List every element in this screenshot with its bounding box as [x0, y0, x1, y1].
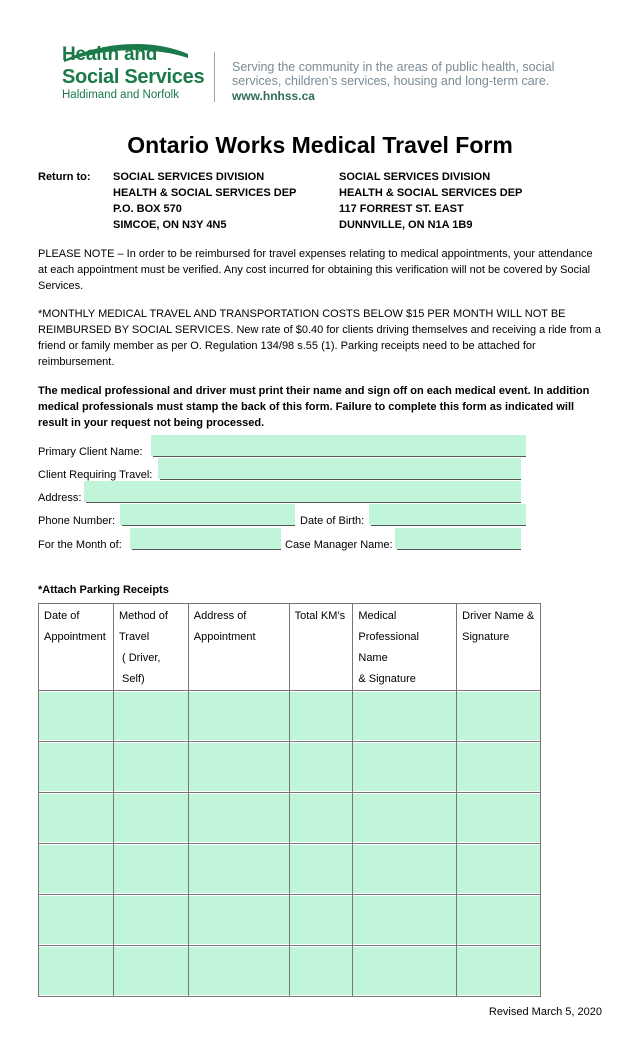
- table-cell-method[interactable]: [113, 793, 188, 844]
- table-row: [39, 742, 541, 793]
- for-the-month-of-label: For the Month of:: [38, 539, 122, 551]
- please-note-paragraph: PLEASE NOTE – In order to be reimbursed for travel expenses relating to medical appointments, your attendance at each appointment must be verified. Any cost incurred for obtaining this verification will not be covered by Social Services.: [38, 248, 593, 292]
- table-cell-medical-professional[interactable]: [353, 895, 457, 946]
- header-website-link[interactable]: www.hnhss.ca: [232, 89, 315, 103]
- logo-text-line2: Social Services: [62, 66, 205, 88]
- address1-line3: P.O. BOX 570: [113, 203, 182, 215]
- table-row: [39, 946, 541, 997]
- client-requiring-travel-field[interactable]: [158, 458, 521, 479]
- address1-line2: HEALTH & SOCIAL SERVICES DEP: [113, 187, 297, 199]
- phone-number-field[interactable]: [120, 504, 295, 525]
- table-cell-date[interactable]: [39, 691, 114, 742]
- date-of-birth-field[interactable]: [369, 504, 526, 525]
- table-cell-address[interactable]: [188, 946, 289, 997]
- return-to-label: Return to:: [38, 171, 91, 183]
- table-cell-method[interactable]: [113, 946, 188, 997]
- table-cell-total-km[interactable]: [289, 844, 353, 895]
- table-cell-address[interactable]: [188, 895, 289, 946]
- table-cell-address[interactable]: [188, 844, 289, 895]
- address2-line4: DUNNVILLE, ON N1A 1B9: [339, 219, 473, 231]
- date-of-birth-label: Date of Birth:: [300, 515, 365, 527]
- table-row: [39, 895, 541, 946]
- column-header-address: Address of Appointment: [188, 604, 289, 691]
- table-cell-driver[interactable]: [457, 742, 541, 793]
- table-row: [39, 793, 541, 844]
- table-cell-date[interactable]: [39, 844, 114, 895]
- table-cell-medical-professional[interactable]: [353, 946, 457, 997]
- table-cell-medical-professional[interactable]: [353, 742, 457, 793]
- table-cell-driver[interactable]: [457, 895, 541, 946]
- phone-number-underline: [122, 525, 295, 526]
- table-cell-address[interactable]: [188, 793, 289, 844]
- table-cell-method[interactable]: [113, 691, 188, 742]
- table-cell-driver[interactable]: [457, 946, 541, 997]
- case-manager-name-label: Case Manager Name:: [285, 539, 393, 551]
- address2-line2: HEALTH & SOCIAL SERVICES DEP: [339, 187, 523, 199]
- table-cell-date[interactable]: [39, 793, 114, 844]
- monthly-note-paragraph: *MONTHLY MEDICAL TRAVEL AND TRANSPORTATION COSTS BELOW $15 PER MONTH WILL NOT BE REIMBURSED BY SOCIAL SERVICES. New rate of $0.40 for clients driving themselves and receiving a ride from a friend or family member as per O. Regulation 134/98 s.55 (1). Parking receipts need to be attached for reimbursement.: [38, 308, 601, 368]
- table-cell-date[interactable]: [39, 946, 114, 997]
- date-of-birth-underline: [371, 525, 526, 526]
- table-cell-medical-professional[interactable]: [353, 793, 457, 844]
- table-cell-total-km[interactable]: [289, 691, 353, 742]
- column-header-medical-professional: Medical Professional Name & Signature: [353, 604, 457, 691]
- page-title: Ontario Works Medical Travel Form: [127, 132, 513, 158]
- column-header-driver: Driver Name & Signature: [457, 604, 541, 691]
- phone-number-label: Phone Number:: [38, 515, 116, 527]
- table-cell-method[interactable]: [113, 895, 188, 946]
- header-tagline: Serving the community in the areas of public health, social services, children’s services, housing and long-term care.: [232, 60, 555, 88]
- column-header-total-km: Total KM’s: [289, 604, 353, 691]
- table-cell-method[interactable]: [113, 742, 188, 793]
- case-manager-name-field[interactable]: [395, 528, 521, 549]
- for-the-month-of-underline: [132, 549, 281, 550]
- address1-line1: SOCIAL SERVICES DIVISION: [113, 171, 265, 183]
- primary-client-name-label: Primary Client Name:: [38, 446, 143, 458]
- table-cell-medical-professional[interactable]: [353, 844, 457, 895]
- logo-text-line3: Haldimand and Norfolk: [62, 89, 179, 101]
- for-the-month-of-field[interactable]: [130, 528, 281, 549]
- table-cell-driver[interactable]: [457, 691, 541, 742]
- logo-text-line1: Health and: [62, 44, 158, 65]
- table-cell-method[interactable]: [113, 844, 188, 895]
- table-cell-driver[interactable]: [457, 844, 541, 895]
- table-cell-address[interactable]: [188, 742, 289, 793]
- medical-travel-log-table: [38, 603, 541, 997]
- header-divider: [214, 52, 215, 102]
- table-cell-total-km[interactable]: [289, 946, 353, 997]
- column-header-date: Date of Appointment: [39, 604, 114, 691]
- primary-client-name-field[interactable]: [151, 435, 526, 456]
- address-label: Address:: [38, 492, 82, 504]
- table-cell-date[interactable]: [39, 742, 114, 793]
- attach-parking-receipts-label: *Attach Parking Receipts: [38, 584, 169, 596]
- table-cell-total-km[interactable]: [289, 895, 353, 946]
- column-header-method: Method of Travel ( Driver, Self): [113, 604, 188, 691]
- table-row: [39, 844, 541, 895]
- primary-client-name-underline: [153, 456, 526, 457]
- bold-note-paragraph: The medical professional and driver must print their name and sign off on each medical event. In addition medical professionals must stamp the back of this form. Failure to complete this form as indicated will result in your request not being processed.: [38, 385, 590, 429]
- address2-line3: 117 FORREST ST. EAST: [339, 203, 464, 215]
- address-field[interactable]: [84, 481, 521, 502]
- address1-line4: SIMCOE, ON N3Y 4N5: [113, 219, 227, 231]
- table-cell-total-km[interactable]: [289, 793, 353, 844]
- table-header-row: [39, 604, 541, 691]
- table-cell-driver[interactable]: [457, 793, 541, 844]
- table-cell-date[interactable]: [39, 895, 114, 946]
- client-requiring-travel-label: Client Requiring Travel:: [38, 469, 153, 481]
- address-underline: [86, 502, 521, 503]
- table-cell-medical-professional[interactable]: [353, 691, 457, 742]
- table-row: [39, 691, 541, 742]
- client-requiring-travel-underline: [160, 479, 521, 480]
- table-cell-total-km[interactable]: [289, 742, 353, 793]
- revised-date: Revised March 5, 2020: [488, 1006, 602, 1018]
- table-cell-address[interactable]: [188, 691, 289, 742]
- address2-line1: SOCIAL SERVICES DIVISION: [339, 171, 491, 183]
- case-manager-name-underline: [397, 549, 521, 550]
